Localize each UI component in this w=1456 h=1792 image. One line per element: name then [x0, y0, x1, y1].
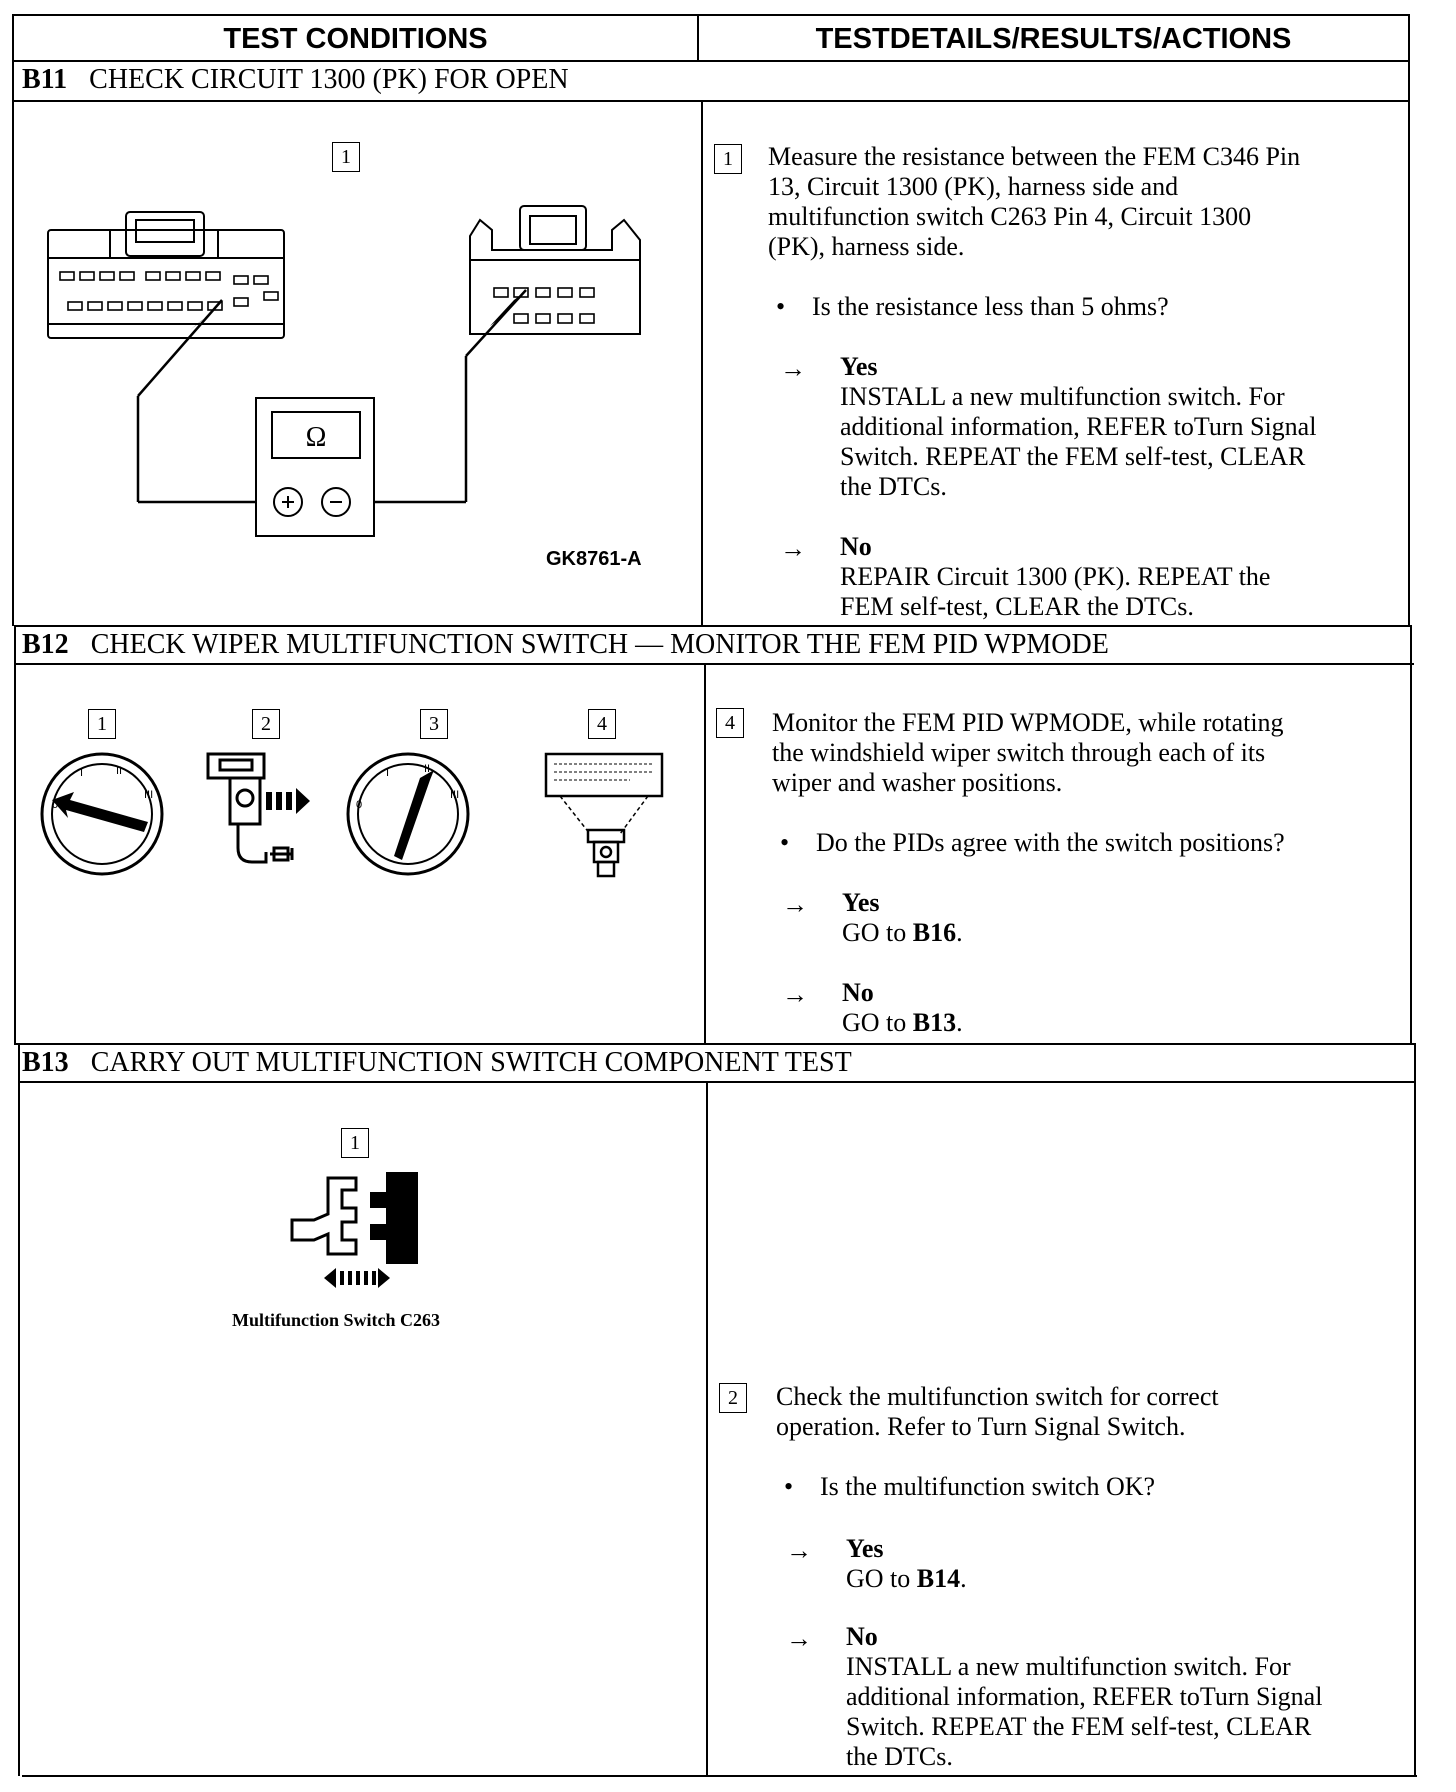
- b13-no-line: additional information, REFER toTurn Signal: [846, 1682, 1323, 1711]
- b11-yes-line: INSTALL a new multifunction switch. For: [840, 382, 1285, 411]
- section-b13-heading: [22, 1044, 852, 1082]
- bullet-icon: •: [784, 1472, 794, 1501]
- b11-no-line: REPAIR Circuit 1300 (PK). REPEAT the: [840, 562, 1271, 591]
- b11-instruction: [768, 142, 1398, 262]
- b13-instruction: [776, 1382, 1406, 1442]
- svg-text:I: I: [386, 767, 390, 779]
- b12-no-action: GO to B13.: [842, 1008, 963, 1037]
- b11-yes-label: Yes: [840, 352, 878, 381]
- b12-figure-step-box: 1: [88, 709, 116, 739]
- svg-text:III: III: [450, 789, 460, 801]
- b11-question: [776, 292, 1169, 322]
- fem-c346-pins-row2: [68, 292, 278, 310]
- ignition-key-on-icon: [348, 754, 468, 874]
- scan-tool-icon: [546, 754, 662, 876]
- b13-yes-action: GO to B14.: [846, 1564, 967, 1593]
- b13-yes-prefix: GO to: [846, 1564, 917, 1593]
- ohmmeter: [256, 398, 374, 536]
- b11-yes-answer: [840, 352, 1410, 502]
- arrow-right-icon: →: [780, 534, 806, 563]
- ohm-symbol: Ω: [305, 422, 327, 453]
- svg-text:0: 0: [356, 799, 363, 811]
- section-b11-title: CHECK CIRCUIT 1300 (PK) FOR OPEN: [89, 64, 569, 95]
- section-b12-id: B12: [22, 629, 69, 660]
- b12-wiper-switch-diagrams: [30, 748, 680, 878]
- multifunction-switch-c263-connector: [470, 206, 640, 334]
- arrow-right-icon: →: [786, 1624, 812, 1653]
- b11-instruction-line: 13, Circuit 1300 (PK), harness side and: [768, 172, 1179, 201]
- b13-yes-answer: [846, 1534, 1406, 1594]
- b13-connector-disconnect-diagram: [286, 1168, 426, 1292]
- b13-no-answer: [846, 1622, 1412, 1772]
- b12-yes-prefix: GO to: [842, 918, 913, 947]
- b11-figure-step-box: 1: [332, 142, 360, 172]
- b12-no-prefix: GO to: [842, 1008, 913, 1037]
- arrow-right-icon: →: [782, 980, 808, 1009]
- b13-instruction-line: Check the multifunction switch for correct: [776, 1382, 1219, 1411]
- b11-instruction-line: multifunction switch C263 Pin 4, Circuit 1300: [768, 202, 1252, 231]
- b12-figure-step-box: 3: [420, 709, 448, 739]
- b11-step-box: 1: [714, 144, 742, 174]
- b11-no-label: No: [840, 532, 872, 561]
- b11-instruction-line: Measure the resistance between the FEM C346 Pin: [768, 142, 1301, 171]
- b11-instruction-line: (PK), harness side.: [768, 232, 965, 261]
- b12-no-answer: [842, 978, 1402, 1038]
- b11-no-line: FEM self-test, CLEAR the DTCs.: [840, 592, 1194, 621]
- b11-no-answer: [840, 532, 1410, 622]
- b11-figure-code: GK8761-A: [546, 548, 642, 570]
- svg-text:I: I: [80, 767, 84, 779]
- b11-yes-line: additional information, REFER toTurn Signal: [840, 412, 1317, 441]
- svg-text:0: 0: [52, 799, 59, 811]
- b11-question-text: Is the resistance less than 5 ohms?: [812, 292, 1169, 321]
- arrow-right-icon: →: [780, 354, 806, 383]
- arrow-left-right-icon: [324, 1268, 390, 1288]
- bullet-icon: •: [776, 292, 786, 321]
- header-test-details: TESTDETAILS/RESULTS/ACTIONS: [815, 23, 1292, 55]
- b12-yes-label: Yes: [842, 888, 880, 917]
- b11-ohmmeter-diagram: [40, 200, 660, 540]
- b13-figure-caption: Multifunction Switch C263: [232, 1310, 441, 1330]
- connector-half-icon: [292, 1178, 356, 1254]
- b13-question: [784, 1472, 1155, 1502]
- section-b12-heading: [22, 626, 1109, 664]
- svg-text:II: II: [424, 763, 431, 775]
- b11-yes-line: Switch. REPEAT the FEM self-test, CLEAR: [840, 442, 1306, 471]
- header-test-conditions: TEST CONDITIONS: [223, 23, 488, 55]
- b13-yes-target: B14: [916, 1564, 961, 1593]
- mating-connector-icon: [370, 1172, 418, 1264]
- ignition-key-off-icon: [42, 754, 162, 874]
- b12-question-text: Do the PIDs agree with the switch positions?: [816, 828, 1285, 857]
- section-b11-heading: [22, 61, 569, 99]
- b12-yes-answer: [842, 888, 1402, 948]
- section-b11-id: B11: [22, 64, 68, 95]
- b12-yes-target: B16: [912, 918, 957, 947]
- b13-no-line: the DTCs.: [846, 1742, 953, 1771]
- b13-no-line: Switch. REPEAT the FEM self-test, CLEAR: [846, 1712, 1312, 1741]
- b12-step-box: 4: [716, 708, 744, 738]
- b13-no-label: No: [846, 1622, 878, 1651]
- section-b12-title: CHECK WIPER MULTIFUNCTION SWITCH — MONITOR THE FEM PID WPMODE: [90, 629, 1109, 660]
- b12-figure-step-box: 4: [588, 709, 616, 739]
- b13-instruction-line: operation. Refer to Turn Signal Switch.: [776, 1412, 1186, 1441]
- b12-no-label: No: [842, 978, 874, 1007]
- b12-instruction-line: Monitor the FEM PID WPMODE, while rotating: [772, 708, 1284, 737]
- fem-c346-pins-row1: [60, 272, 268, 284]
- b13-question-text: Is the multifunction switch OK?: [820, 1472, 1156, 1501]
- section-b13-title: CARRY OUT MULTIFUNCTION SWITCH COMPONENT TEST: [90, 1047, 852, 1078]
- b13-yes-label: Yes: [846, 1534, 884, 1563]
- b12-instruction-line: the windshield wiper switch through each of its: [772, 738, 1266, 767]
- b13-step-box: 2: [719, 1383, 747, 1413]
- b11-yes-line: the DTCs.: [840, 472, 947, 501]
- b12-figure-step-box: 2: [252, 709, 280, 739]
- section-b13-id: B13: [22, 1047, 69, 1078]
- bullet-icon: •: [780, 828, 790, 857]
- svg-text:II: II: [116, 765, 123, 777]
- arrow-right-icon: →: [786, 1536, 812, 1565]
- arrow-right-icon: [266, 788, 310, 814]
- b13-no-line: INSTALL a new multifunction switch. For: [846, 1652, 1291, 1681]
- svg-text:III: III: [144, 789, 154, 801]
- b13-figure-step-box: 1: [341, 1128, 369, 1158]
- b12-yes-action: GO to B16.: [842, 918, 963, 947]
- arrow-right-icon: →: [782, 890, 808, 919]
- b12-instruction-line: wiper and washer positions.: [772, 768, 1063, 797]
- b12-instruction: [772, 708, 1402, 798]
- b12-no-target: B13: [912, 1008, 957, 1037]
- b12-question: [780, 828, 1285, 858]
